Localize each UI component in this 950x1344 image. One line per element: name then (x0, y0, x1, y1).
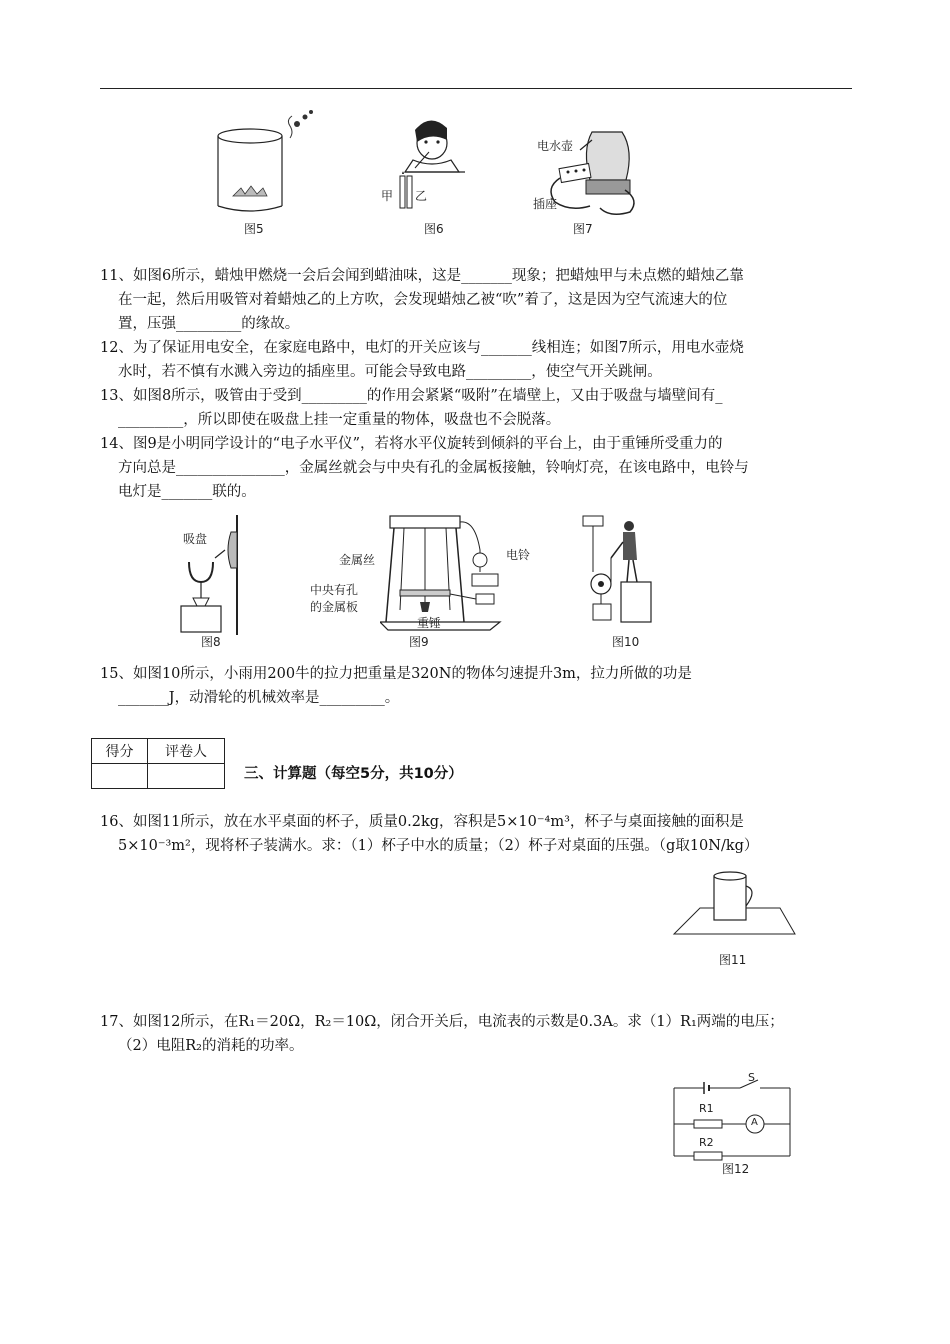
figure-12-caption: 图12 (722, 1162, 750, 1176)
question-14 (100, 432, 852, 504)
figure-7-label-kettle: 电水壶 (537, 139, 574, 153)
figure-10-caption: 图10 (612, 635, 640, 649)
question-12-line-1: 12、为了保证用电安全，在家庭电路中，电灯的开关应该与_______线相连；如图7所示，用电水壶烧 (100, 340, 744, 356)
score-header: 得分 (92, 739, 148, 764)
question-13 (100, 384, 852, 432)
section-title: 三、计算题（每空5分，共10分） (244, 766, 463, 782)
question-12 (100, 336, 852, 384)
figure-6 (385, 110, 485, 215)
figure-6-label-jia: 甲 (381, 189, 394, 203)
figure-9-label-bell: 电铃 (506, 548, 531, 562)
score-table (91, 738, 225, 789)
question-13-line-2: _________，所以即使在吸盘上挂一定重量的物体，吸盘也不会脱落。 (118, 412, 561, 428)
figure-12-label-ammeter: A (751, 1117, 758, 1128)
question-16 (100, 810, 852, 858)
figure-9 (380, 510, 520, 635)
figure-7-caption: 图7 (573, 222, 593, 236)
question-11-line-2: 在一起，然后用吸管对着蜡烛乙的上方吹，会发现蜡烛乙被“吹”着了，这是因为空气流速大的位 (118, 292, 728, 308)
question-17 (100, 1010, 852, 1058)
figure-9-caption: 图9 (409, 635, 429, 649)
figure-5 (205, 108, 325, 218)
question-13-line-1: 13、如图8所示，吸管由于受到_________的作用会紧紧“吸附”在墙壁上，又由于吸盘与墙壁间有_ (100, 388, 723, 404)
figure-8-caption: 图8 (201, 635, 221, 649)
question-16-line-1: 16、如图11所示，放在水平桌面的杯子，质量0.2kg，容积是5×10⁻⁴m³，杯子与桌面接触的面积是 (100, 814, 744, 830)
figure-9-label-plate-2: 的金属板 (310, 600, 359, 614)
score-cell (92, 764, 148, 789)
question-17-line-1: 17、如图12所示，在R₁＝20Ω，R₂＝10Ω，闭合开关后，电流表的示数是0.3A。求（1）R₁两端的电压； (100, 1014, 784, 1030)
figure-8 (175, 510, 255, 635)
question-14-line-2: 方向总是_______________，金属丝就会与中央有孔的金属板接触，铃响灯亮，在该电路中，电铃与 (118, 460, 749, 476)
question-17-line-2: （2）电阻R₂的消耗的功率。 (118, 1038, 304, 1054)
figure-10 (575, 512, 665, 632)
figure-9-label-weight: 重锤 (417, 616, 442, 630)
question-11 (100, 264, 852, 336)
figure-12 (670, 1072, 795, 1162)
grader-cell (148, 764, 225, 789)
figure-9-label-wire: 金属丝 (339, 553, 376, 567)
figure-12-label-r1: R1 (699, 1102, 714, 1115)
figure-5-caption: 图5 (244, 222, 264, 236)
question-15 (100, 662, 852, 710)
figure-11-caption: 图11 (719, 953, 747, 967)
question-12-line-2: 水时，若不慎有水溅入旁边的插座里。可能会导致电路_________，使空气开关跳闸。 (118, 364, 662, 380)
figure-7-label-socket: 插座 (533, 197, 558, 211)
top-rule (100, 88, 852, 89)
question-15-line-1: 15、如图10所示，小雨用200牛的拉力把重量是320N的物体匀速提升3m，拉力所做的功是 (100, 666, 692, 682)
question-16-line-2: 5×10⁻³m²，现将杯子装满水。求：（1）杯子中水的质量；（2）杯子对桌面的压强。（g取10N/kg） (118, 838, 759, 854)
figure-11 (670, 868, 800, 948)
question-15-line-2: _______J，动滑轮的机械效率是_________。 (118, 690, 400, 706)
figure-12-label-r2: R2 (699, 1136, 714, 1149)
figure-12-label-s: S (748, 1071, 755, 1084)
question-14-line-3: 电灯是_______联的。 (118, 484, 256, 500)
question-11-line-3: 置，压强_________的缘故。 (118, 316, 300, 332)
figure-6-label-yi: 乙 (415, 189, 428, 203)
figure-6-caption: 图6 (424, 222, 444, 236)
grader-header: 评卷人 (148, 739, 225, 764)
question-14-line-1: 14、图9是小明同学设计的“电子水平仪”，若将水平仪旋转到倾斜的平台上，由于重锤所受重力的 (100, 436, 723, 452)
question-11-line-1: 11、如图6所示，蜡烛甲燃烧一会后会闻到蜡油味，这是_______现象；把蜡烛甲与未点燃的蜡烛乙靠 (100, 268, 744, 284)
figure-9-label-plate-1: 中央有孔 (310, 583, 359, 597)
figure-8-label-sucker: 吸盘 (183, 532, 208, 546)
